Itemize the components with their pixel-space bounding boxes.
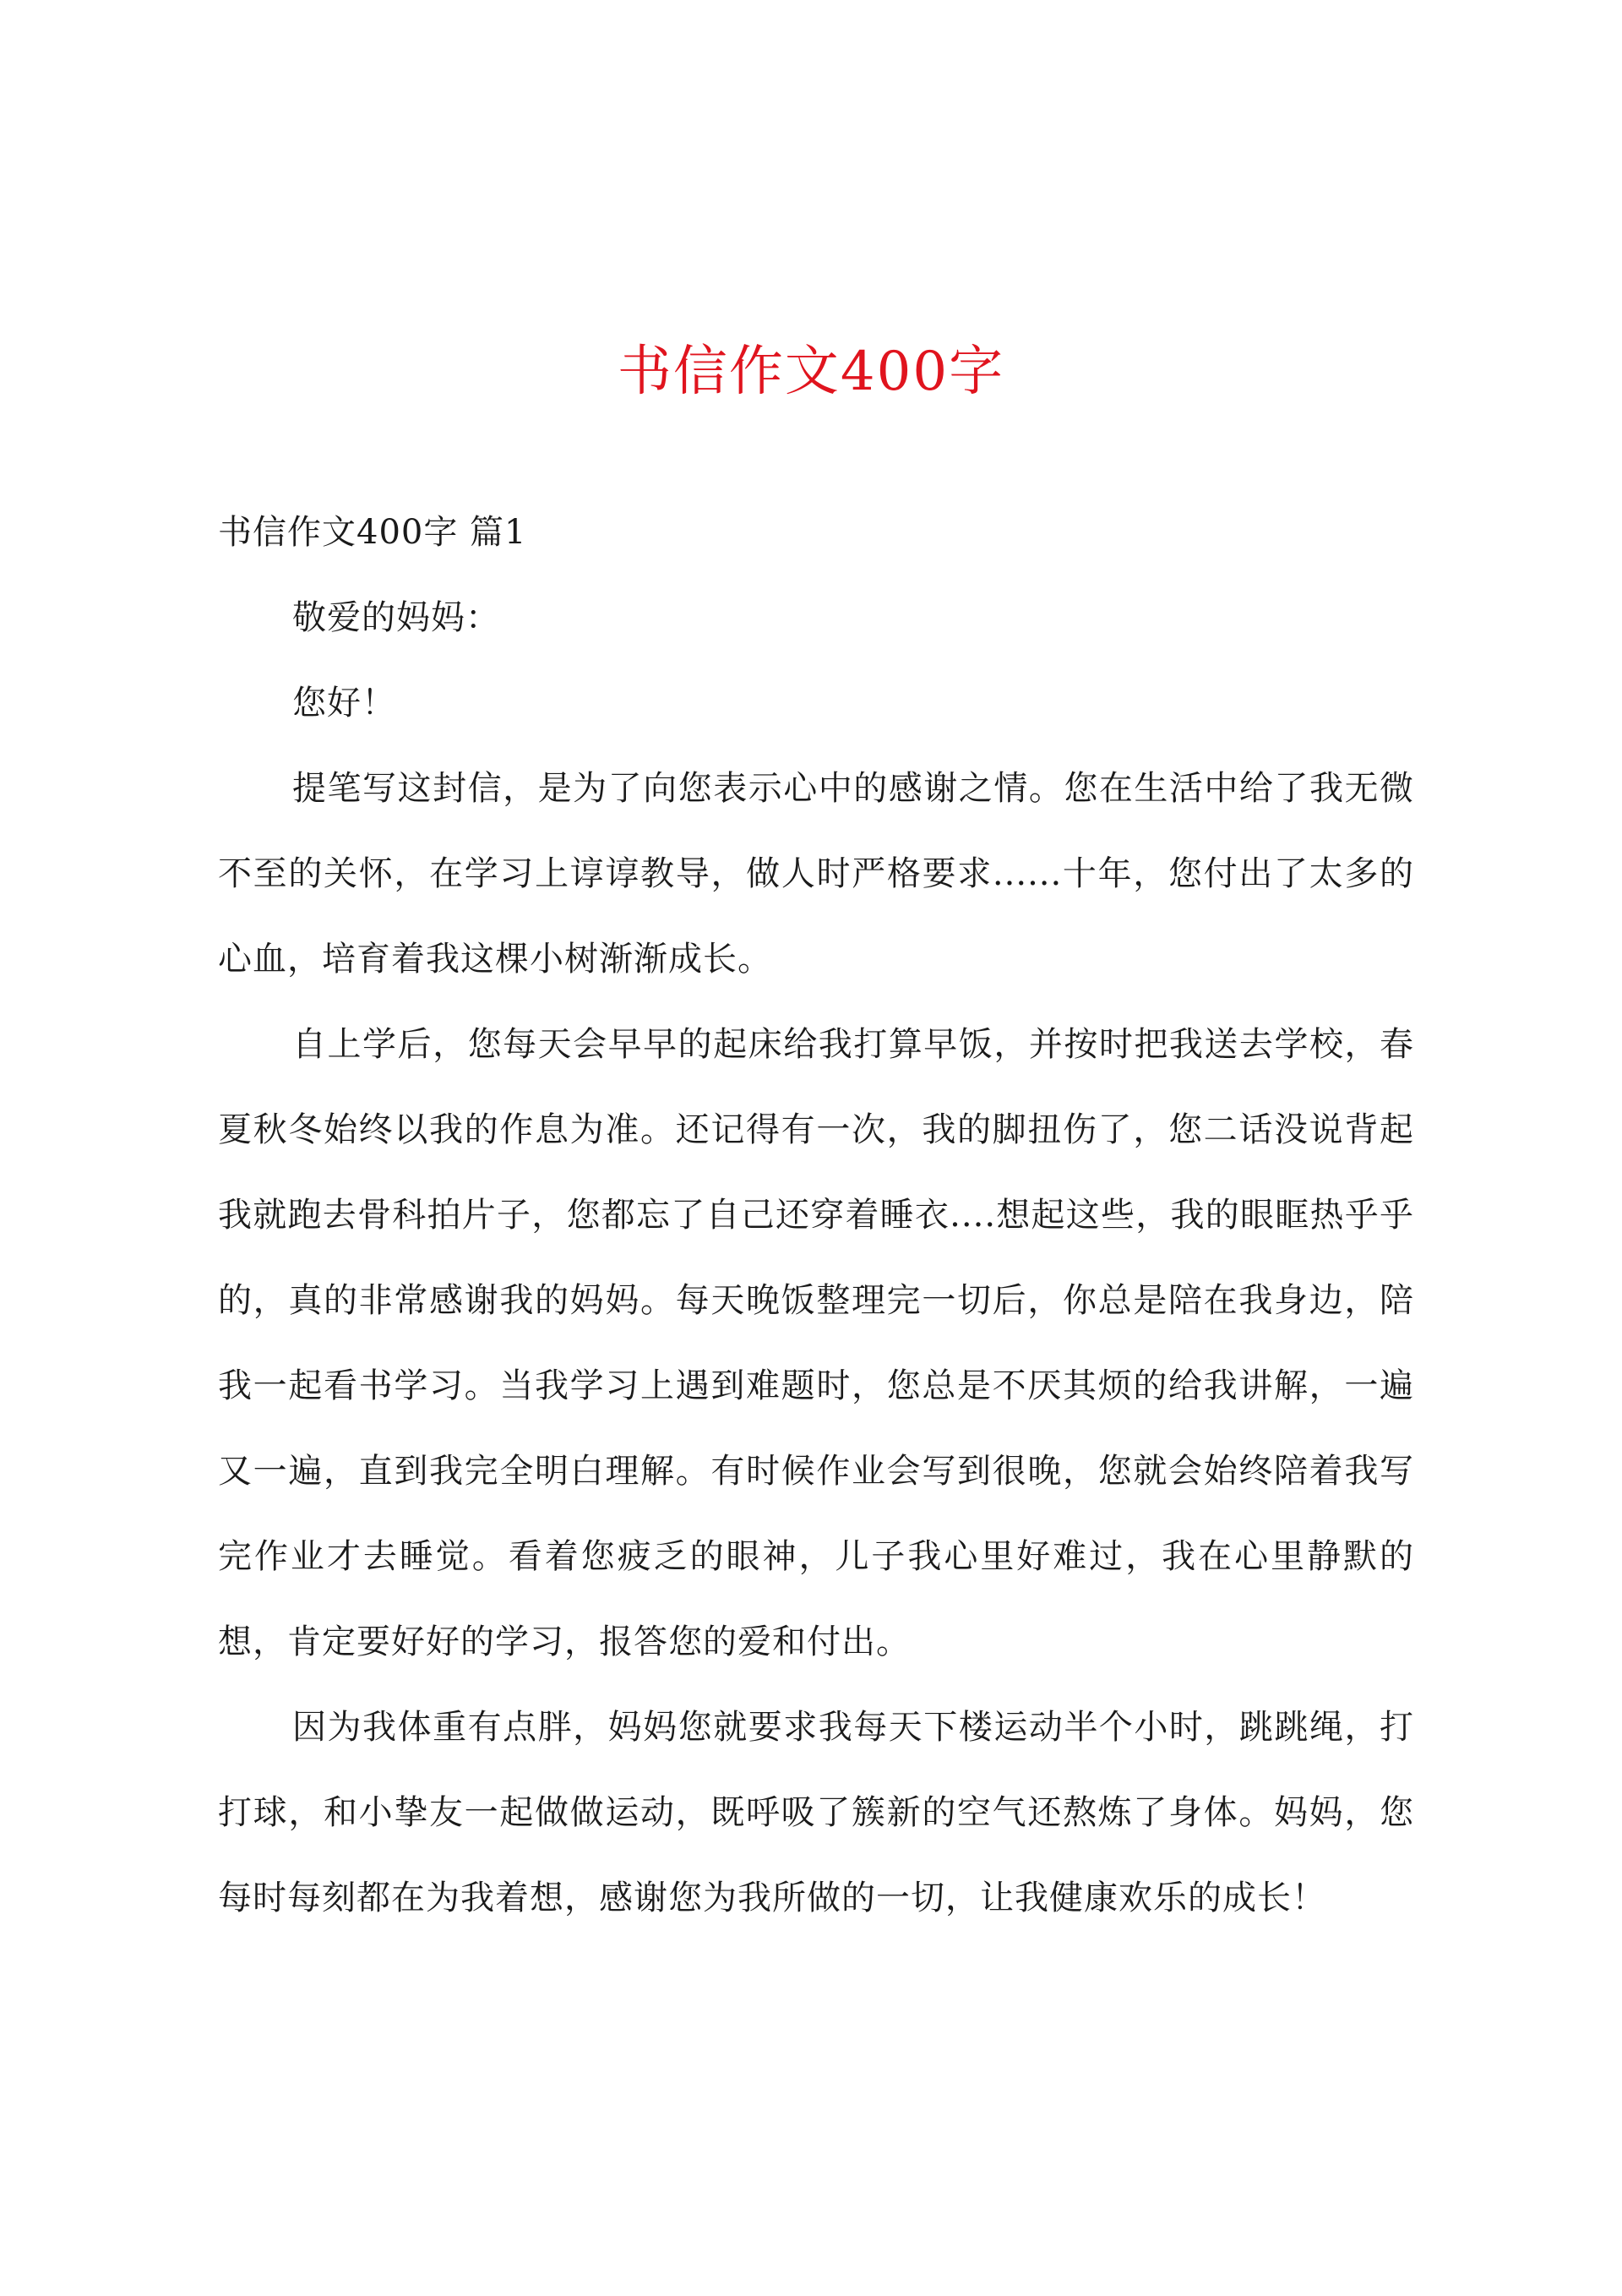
document-title: 书信作文400字 xyxy=(617,341,1005,403)
letter-salutation: 敬爱的妈妈： xyxy=(292,598,500,637)
letter-paragraph: 因为我体重有点胖，妈妈您就要求我每天下楼运动半个小时，跳跳绳，打打球，和小挚友一起做做运动，既呼吸了簇新的空气还熬炼了身体。妈妈，您每时每刻都在为我着想，感谢您为我所做的一切，让我健康欢乐的成长！ xyxy=(218,1708,1414,1917)
section-heading: 书信作文400字 篇1 xyxy=(218,513,527,552)
letter-paragraph: 自上学后，您每天会早早的起床给我打算早饭，并按时把我送去学校，春夏秋冬始终以我的作息为准。还记得有一次，我的脚扭伤了，您二话没说背起我就跑去骨科拍片子，您都忘了自己还穿着睡衣....想起这些，我的眼眶热乎乎的，真的非常感谢我的妈妈。每天晚饭整理完一切后，你总是陪在我身边，陪我一起看书学习。当我学习上遇到难题时，您总是不厌其烦的给我讲解，一遍又一遍，直到我完全明白理解。有时候作业会写到很晚，您就会始终陪着我写完作业才去睡觉。看着您疲乏的眼神，儿子我心里好难过，我在心里静默的想，肯定要好好的学习，报答您的爱和付出。 xyxy=(218,1025,1414,1661)
letter-paragraph: 提笔写这封信，是为了向您表示心中的感谢之情。您在生活中给了我无微不至的关怀，在学习上谆谆教导，做人时严格要求......十年，您付出了太多的心血，培育着我这棵小树渐渐成长。 xyxy=(218,769,1414,979)
document-body xyxy=(218,490,1414,1941)
letter-greeting: 您好！ xyxy=(292,684,396,723)
